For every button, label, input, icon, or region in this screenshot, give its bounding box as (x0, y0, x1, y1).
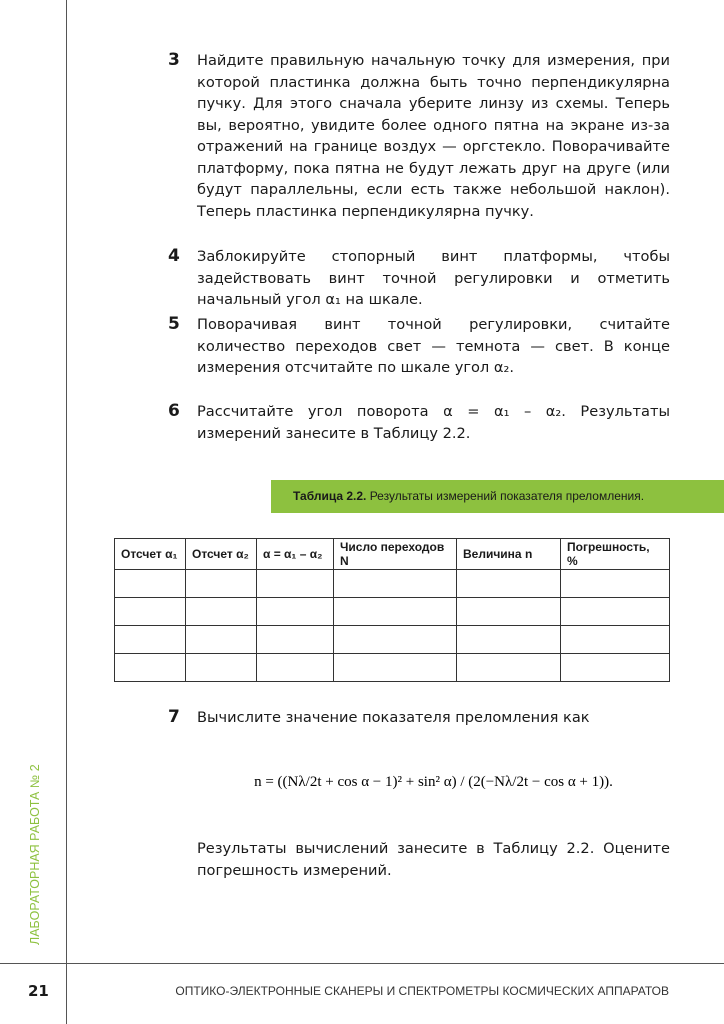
step-7: 7 Вычислите значение показателя преломления как (168, 707, 590, 727)
table-row (115, 570, 670, 598)
step-6: 6 Рассчитайте угол поворота α = α₁ – α₂. Результаты измерений занесите в Таблицу 2.2. (168, 401, 670, 442)
footer-title: ОПТИКО-ЭЛЕКТРОННЫЕ СКАНЕРЫ И СПЕКТРОМЕТРЫ КОСМИЧЕСКИХ АППАРАТОВ (175, 984, 669, 998)
margin-divider (66, 0, 67, 1024)
sidebar-title: ЛАБОРАТОРНАЯ РАБОТА № 2 (28, 764, 42, 945)
results-table (114, 538, 670, 682)
step-3: 3 Найдите правильную начальную точку для измерения, при которой пластинка должна быть точно перпендикулярна пучку. Для этого сначала уберите линзу из схемы. Теперь вы, вероятно, увидите более одного пятна на экране из-за отражений на границе воздух — оргстекло. Поворачивайте платформу, пока пятна не будут лежать друг на друге (или будут параллельны, если есть также небольшой наклон). Теперь пластинка перпендикулярна пучку. (168, 50, 670, 220)
step-5: 5 Поворачивая винт точной регулировки, считайте количество переходов свет — темнота — свет. В конце измерения отсчитайте по шкале угол α₂. (168, 314, 670, 376)
page-number: 21 (28, 982, 49, 1000)
footer-divider (0, 963, 724, 964)
table-caption: Таблица 2.2. Результаты измерений показателя преломления. (271, 480, 724, 513)
table-row (115, 626, 670, 654)
table-row (115, 654, 670, 682)
table-row (115, 598, 670, 626)
table-header-row: Отсчет α₁ Отсчет α₂ α = α₁ – α₂ Число переходов N Величина n Погрешность, % (115, 539, 670, 570)
result-note: Результаты вычислений занесите в Таблицу 2.2. Оцените погрешность измерений. (197, 840, 670, 879)
step-4: 4 Заблокируйте стопорный винт платформы, чтобы задействовать винт точной регулировки и отметить начальный угол α₁ на шкале. (168, 246, 670, 308)
refraction-formula: n = ((Nλ/2t + cos α − 1)² + sin² α) / (2(−Nλ/2t − cos α + 1)). (254, 774, 613, 790)
